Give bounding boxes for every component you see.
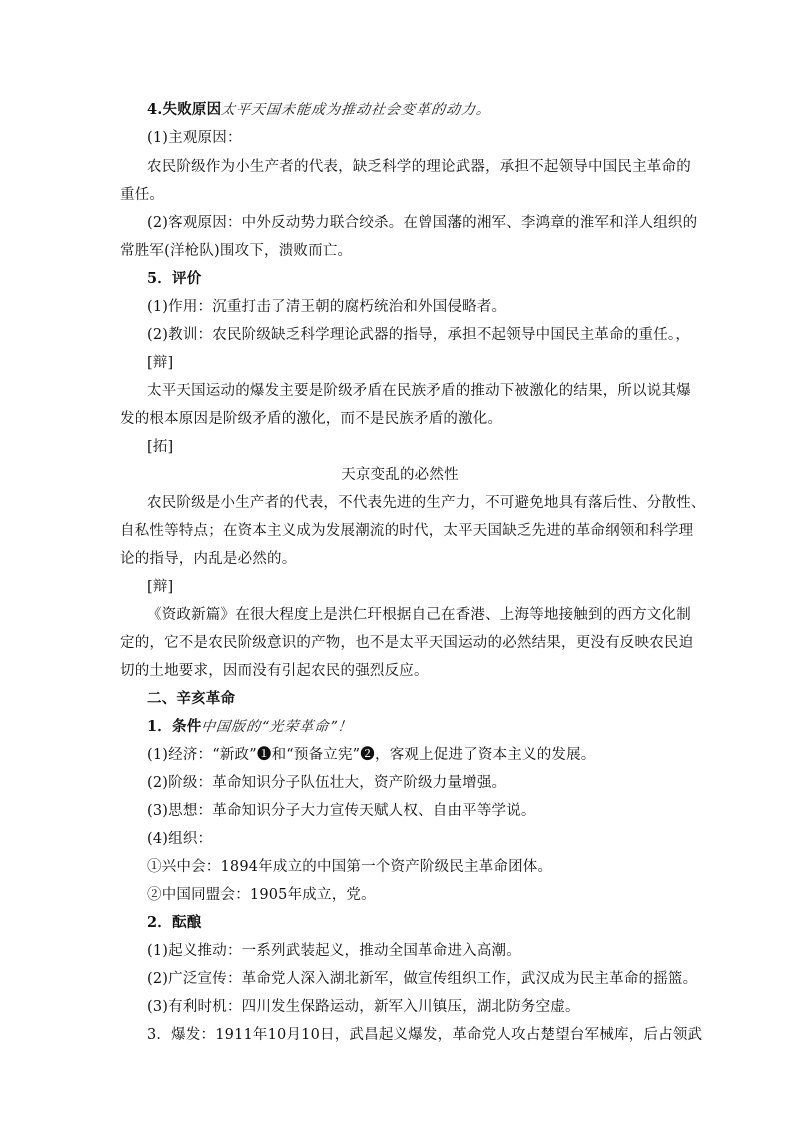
paragraph-line: (2)广泛宣传：革命党人深入湖北新军，做宣传组织工作，武汉成为民主革命的摇篮。 <box>147 971 698 987</box>
paragraph-line: (1)作用：沉重打击了清王朝的腐朽统治和外国侵略者。 <box>147 299 507 315</box>
section-heading-failure-reasons <box>147 100 707 120</box>
paragraph-line: (4)组织： <box>147 831 213 847</box>
paragraph-line: 太平天国运动的爆发主要是阶级矛盾在民族矛盾的推动下被激化的结果，所以说其爆 <box>147 383 691 399</box>
paragraph-line: (2)教训：农民阶级缺乏科学理论武器的指导，承担不起领导中国民主革命的重任。， <box>147 327 691 343</box>
section-heading-xinhai: 二、辛亥革命 <box>147 690 236 707</box>
paragraph-line: ②中国同盟会：1905年成立，党。 <box>147 887 376 903</box>
subsection-title: 天京变乱的必然性 <box>341 467 459 483</box>
paragraph-line: (3)思想：革命知识分子大力宣传天赋人权、自由平等学说。 <box>147 803 536 819</box>
heading-text: 1．条件 <box>147 718 202 735</box>
subheading-subjective: (1)主观原因： <box>147 130 242 146</box>
tag-label: [辩] <box>147 579 174 595</box>
paragraph-line: (3)有利时机：四川发生保路运动，新军入川镇压，湖北防务空虚。 <box>147 999 580 1015</box>
paragraph-line: 《资政新篇》在很大程度上是洪仁玕根据自己在香港、上海等地接触到的西方文化制 <box>147 607 691 623</box>
handwritten-note: 中国版的“光荣革命”！ <box>200 719 354 735</box>
paragraph-line: ①兴中会：1894年成立的中国第一个资产阶级民主革命团体。 <box>147 859 553 875</box>
paragraph-line: (2)阶级：革命知识分子队伍壮大，资产阶级力量增强。 <box>147 775 507 791</box>
paragraph-line: (1)起义推动：一系列武装起义，推动全国革命进入高潮。 <box>147 943 521 959</box>
paragraph-line: 重任。 <box>120 187 165 203</box>
paragraph-line: 自私性等特点；在资本主义成为发展潮流的时代，太平天国缺乏先进的革命纲领和科学理 <box>120 523 694 539</box>
tag-label: [拓] <box>147 439 174 455</box>
paragraph-line: 3．爆发：1911年10月10日，武昌起义爆发，革命党人攻占楚望台军械库，后占领武 <box>147 1027 703 1043</box>
paragraph-line: 切的土地要求，因而没有引起农民的强烈反应。 <box>120 663 429 679</box>
paragraph-line: (2)客观原因：中外反动势力联合绞杀。在曾国藩的湘军、李鸿章的淮军和洋人组织的 <box>147 215 698 231</box>
paragraph-line: 农民阶级作为小生产者的代表，缺乏科学的理论武器，承担不起领导中国民主革命的 <box>147 159 691 175</box>
tag-label: [辩] <box>147 355 174 371</box>
section-heading-brewing: 2．酝酿 <box>147 914 202 931</box>
handwritten-note: 太平天国未能成为推动社会变革的动力。 <box>220 102 493 118</box>
paragraph-line: 论的指导，内乱是必然的。 <box>120 551 297 567</box>
paragraph-line: 定的，它不是农民阶级意识的产物，也不是太平天国运动的必然结果，更没有反映农民迫 <box>120 635 694 651</box>
paragraph-line: (1)经济：“新政”❶和“预备立宪”❷，客观上促进了资本主义的发展。 <box>147 747 596 763</box>
paragraph-line: 农民阶级是小生产者的代表，不代表先进的生产力，不可避免地具有落后性、分散性、 <box>147 495 706 511</box>
paragraph-line: 常胜军(洋枪队)围攻下，溃败而亡。 <box>120 243 353 259</box>
paragraph-line: 发的根本原因是阶级矛盾的激化，而不是民族矛盾的激化。 <box>120 411 503 427</box>
heading-text: 4.失败原因 <box>147 101 222 118</box>
section-heading-conditions <box>147 717 707 737</box>
section-heading-evaluation: 5．评价 <box>147 270 202 287</box>
